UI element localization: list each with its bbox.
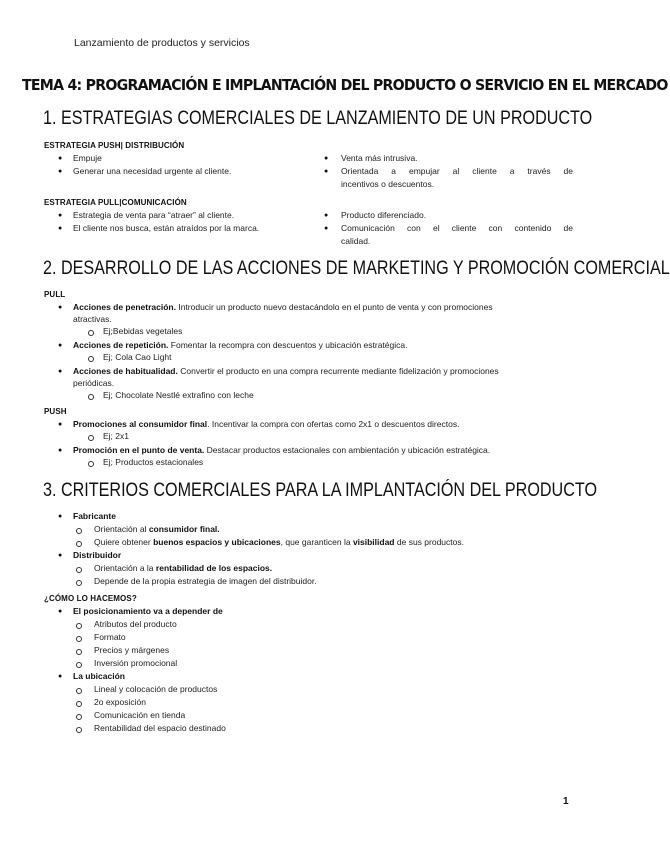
list-item: [73, 366, 578, 377]
bullet: ●: [58, 513, 63, 520]
circle-bullet: [88, 435, 94, 441]
circle-bullet: [88, 394, 94, 400]
list-item-continuation: incentivos o descuentos.: [341, 179, 435, 189]
sub-item-text: Orientación al: [94, 524, 149, 534]
circle-bullet: [88, 356, 94, 362]
circle-bullet: [76, 528, 82, 534]
example-item: Ej; Cola Cao Light: [103, 352, 172, 362]
posicionamiento-label: El posicionamiento va a depender de: [73, 606, 223, 616]
page-number: 1: [563, 796, 569, 807]
push-label: PUSH: [44, 407, 67, 416]
item-text: Introducir un producto nuevo destacándolo en el punto de venta y con promociones: [175, 302, 493, 312]
section-2-title: 2. DESARROLLO DE LAS ACCIONES DE MARKETING Y PROMOCIÓN COMERCIAL: [43, 258, 670, 279]
page-title: TEMA 4: PROGRAMACIÓN E IMPLANTACIÓN DEL PRODUCTO O SERVICIO EN EL MERCADO: [22, 76, 668, 94]
list-item: Empuje: [73, 153, 102, 163]
list-item: [73, 340, 408, 351]
list-item: Producto diferenciado.: [341, 210, 427, 220]
fabricante-label: Fabricante: [73, 511, 116, 521]
list-item: Venta más intrusiva.: [341, 153, 418, 163]
bullet: ●: [58, 447, 63, 454]
running-header: Lanzamiento de productos y servicios: [74, 37, 250, 49]
item-title: Promoción en el punto de venta.: [73, 445, 205, 455]
list-item-continuation: atractivas.: [73, 314, 112, 324]
list-item: Comunicación con el cliente con contenido de: [341, 223, 573, 233]
section-1-title: 1. ESTRATEGIAS COMERCIALES DE LANZAMIENTO DE UN PRODUCTO: [43, 108, 593, 129]
list-item: [73, 511, 116, 522]
circle-bullet: [76, 727, 82, 733]
sub-item: Inversión promocional: [94, 658, 178, 668]
sub-item-text: Orientación a la: [94, 563, 156, 573]
example-item: Ej; Chocolate Nestlé extrafino con leche: [103, 390, 254, 400]
how-label: ¿CÓMO LO HACEMOS?: [44, 594, 137, 603]
item-title: Acciones de habitualidad.: [73, 366, 178, 376]
section-3-title: 3. CRITERIOS COMERCIALES PARA LA IMPLANTACIÓN DEL PRODUCTO: [43, 480, 598, 501]
item-title: Acciones de penetración.: [73, 302, 176, 312]
sub-item-bold: visibilidad: [352, 537, 395, 547]
bullet: ●: [58, 608, 63, 615]
list-item-continuation: calidad.: [341, 236, 371, 246]
list-item: Generar una necesidad urgente al cliente.: [73, 166, 232, 176]
sub-item: Precios y márgenes: [94, 645, 170, 655]
bullet: ●: [58, 673, 63, 680]
list-item: El cliente nos busca, están atraídos por la marca.: [73, 223, 260, 233]
list-item: [73, 302, 578, 313]
circle-bullet: [76, 541, 82, 547]
item-text: Convertir el producto en una compra recurrente mediante fidelización y promociones: [177, 366, 499, 376]
sub-item: Depende de la propia estrategia de imagen del distribuidor.: [94, 576, 317, 586]
bullet: ●: [58, 155, 63, 162]
pull-strategy-label: ESTRATEGIA PULL|COMUNICACIÓN: [44, 198, 187, 207]
bullet: ●: [58, 225, 63, 232]
sub-item: [94, 537, 464, 548]
sub-item: Rentabilidad del espacio destinado: [94, 723, 226, 733]
circle-bullet: [88, 461, 94, 467]
bullet: ●: [58, 168, 63, 175]
item-title: Promociones al consumidor final: [73, 419, 208, 429]
circle-bullet: [76, 636, 82, 642]
sub-item: [94, 524, 220, 535]
sub-item: Lineal y colocación de productos: [94, 684, 218, 694]
item-text: Destacar productos estacionales con ambientación y ubicación estratégica.: [204, 445, 491, 455]
bullet: ●: [324, 225, 329, 232]
sub-item-bold: buenos espacios y ubicaciones: [153, 537, 281, 547]
circle-bullet: [76, 623, 82, 629]
sub-item: Formato: [94, 632, 126, 642]
list-item-continuation: periódicas.: [73, 378, 115, 388]
circle-bullet: [76, 701, 82, 707]
item-text: Fomentar la recompra con descuentos y ubicación estratégica.: [168, 340, 408, 350]
circle-bullet: [76, 662, 82, 668]
list-item: Orientada a empujar al cliente a través de: [341, 166, 573, 176]
circle-bullet: [88, 330, 94, 336]
bullet: ●: [58, 212, 63, 219]
circle-bullet: [76, 688, 82, 694]
list-item: [73, 606, 223, 617]
bullet: ●: [324, 155, 329, 162]
distribuidor-label: Distribuidor: [73, 550, 122, 560]
circle-bullet: [76, 580, 82, 586]
pull-label: PULL: [44, 290, 66, 299]
circle-bullet: [76, 714, 82, 720]
item-title: Acciones de repetición.: [73, 340, 169, 350]
bullet: ●: [58, 552, 63, 559]
bullet: ●: [324, 212, 329, 219]
circle-bullet: [76, 567, 82, 573]
sub-item-text: de sus productos.: [394, 537, 464, 547]
sub-item-bold: consumidor final.: [148, 524, 220, 534]
sub-item-text: , que garanticen la: [280, 537, 353, 547]
example-item: Ej; 2x1: [103, 431, 129, 441]
sub-item: Atributos del producto: [94, 619, 177, 629]
list-item: [73, 445, 490, 456]
bullet: ●: [58, 368, 63, 375]
example-item: Ej;Bebidas vegetales: [103, 326, 183, 336]
list-item: [73, 671, 125, 682]
list-item: Estrategia de venta para “atraer” al cliente.: [73, 210, 235, 220]
bullet: ●: [58, 421, 63, 428]
sub-item: 2o exposición: [94, 697, 146, 707]
bullet: ●: [324, 168, 329, 175]
list-item: [73, 550, 121, 561]
ubicacion-label: La ubicación: [73, 671, 125, 681]
sub-item-bold: rentabilidad de los espacios.: [155, 563, 273, 573]
sub-item: Comunicación en tienda: [94, 710, 186, 720]
item-text: . Incentivar la compra con ofertas como 2x1 o descuentos directos.: [207, 419, 460, 429]
bullet: ●: [58, 304, 63, 311]
push-strategy-label: ESTRATEGIA PUSH| DISTRIBUCIÓN: [44, 141, 185, 150]
circle-bullet: [76, 649, 82, 655]
example-item: Ej; Productos estacionales: [103, 457, 204, 467]
list-item: [73, 419, 459, 430]
sub-item: [94, 563, 272, 574]
bullet: ●: [58, 342, 63, 349]
sub-item-text: Quiere obtener: [94, 537, 154, 547]
